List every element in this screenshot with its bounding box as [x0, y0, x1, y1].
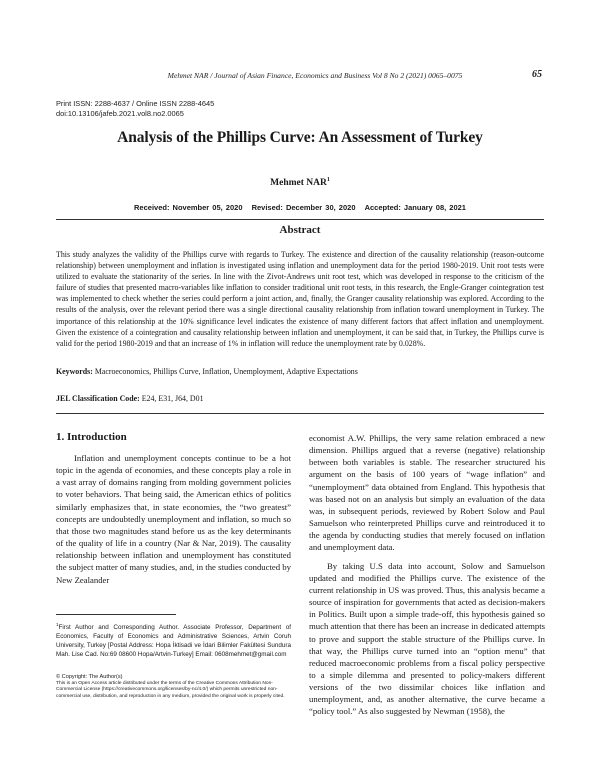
revised-date: Revised: December 30, 2020 [251, 203, 356, 212]
copyright-text: This is an Open Access article distributed under the terms of the Creative Commons Attribution Non-Commercial License (https://creativecommons.org/licenses/by-nc/4.0/) which permits unrestricted non-commercial use, distribution, and reproduction in any medium, provided the original work is properly cited. [56, 680, 285, 699]
paper-title: Analysis of the Phillips Curve: An Assessment of Turkey [117, 129, 483, 146]
author-line [40, 177, 560, 188]
doi-line[interactable]: doi:10.13106/jafeb.2021.vol8.no2.0065 [56, 109, 184, 118]
jel-label: JEL Classification Code: [56, 394, 140, 403]
abstract-heading: Abstract [279, 224, 321, 236]
footnote-text: First Author and Corresponding Author. Associate Professor, Department of Economics, Faculty of Economics and Administrative Sciences, Artvin Coruh University, Turkey [Postal Address: Hopa İktisadi ve İdari Bilimler Fakültesi Sundura Mah. Lise Cad. No:69 08600 Hopa/Artvin-Turkey] Email: 0608mehmet@gmail.com [56, 624, 291, 659]
author-name: Mehmet NAR [270, 178, 327, 189]
accepted-date: Accepted: January 08, 2021 [364, 203, 466, 212]
issn-line: Print ISSN: 2288-4637 / Online ISSN 2288-4645 [56, 99, 215, 108]
right-column [309, 432, 545, 718]
intro-paragraph: economist A.W. Phillips, the very same relation embraced a new dimension. Phillips argued that a reverse (negative) relationship between both variables is stable. The researcher structured his argument on the basis of 100 years of “wage inflation” and “unemployment” data obtained from England. This hypothesis that was based not on an analysis but simply an evaluation of the data was, in subsequent periods, reviewed by Robert Solow and Paul Samuelson who reinterpreted Phillips curve and reintroduced it to the agenda by conducting studies that merely focused on inflation and unemployment data. [309, 433, 545, 553]
top-divider [56, 219, 544, 220]
running-head: Mehmet NAR / Journal of Asian Finance, Economics and Business Vol 8 No 2 (2021) 0065–0075 [167, 71, 463, 80]
intro-paragraph: Inflation and unemployment concepts continue to be a hot topic in the agenda of economies, and these concepts play a role in a vast array of domains ranging from molding government policies to voter behaviors. That being said, the American ethics of politics similarly emphasizes that, in state economies, the “two greatest” concepts are undoubtedly unemployment and inflation, so much so that those two magnitudes stand before us as the key determinants of the quality of life in a country (Nar & Nar, 2019). The causality relationship between inflation and unemployment has constituted the subject matter of many studies, and, in the studies conducted by New Zealander [56, 453, 291, 585]
left-column [56, 431, 291, 586]
author-footnote [56, 620, 291, 659]
keywords-text: Macroeconomics, Phillips Curve, Inflation, Unemployment, Adaptive Expectations [94, 367, 358, 376]
copyright-notice [56, 674, 291, 700]
copyright-head: © Copyright: The Author(s) [56, 674, 123, 680]
submission-dates [40, 203, 560, 212]
keywords-label: Keywords: [56, 367, 93, 376]
received-date: Received: November 05, 2020 [134, 203, 243, 212]
jel-text: E24, E31, J64, D01 [141, 394, 204, 403]
abstract-divider [56, 413, 544, 414]
jel-codes [56, 394, 544, 403]
section-heading: 1. Introduction [56, 431, 127, 443]
abstract-text: This study analyzes the validity of the Phillips curve with regards to Turkey. The existence and direction of the causality relationship (reason-outcome relationship) between unemployment and inflation is investigated using inflation and unemployment data for the period 1980-2019. Unit root tests were utilized to evaluate the stationarity of the series. In line with the Zivot-Andrews unit root test, which was developed in response to the criticism of the failure of studies that presented macro-variables like inflation to consider traditional unit root tests, in this research, the Engle-Granger cointegration test was implemented to check whether the series could perform a joint action, and, finally, the Granger causality relationship was explored. According to the results of the analysis, over the relevant period there was a single directional causality relationship from inflation toward unemployment in Turkey. The importance of this relationship at the 10% significance level indicates the existence of many different factors that affect inflation and unemployment. Given the existence of a cointegration and causality relationship between inflation and unemployment, it can be said that, in Turkey, the Phillips curve is valid for the period 1980-2019 and that an increase of 1% in inflation will reduce the unemployment rate by 0.028%. [56, 250, 544, 348]
footnote-divider [56, 614, 176, 615]
footnote-marker: 1 [56, 622, 59, 627]
keywords [56, 367, 544, 376]
issn-block [56, 99, 214, 119]
author-marker: 1 [326, 177, 330, 183]
page-number: 65 [532, 69, 542, 80]
intro-paragraph: By taking U.S data into account, Solow and Samuelson updated and modified the Phillips curve. The existence of the current relationship in US was proved. Thus, this analysis became a source of inspiration for governments that acted as decision-makers in Politics. Built upon a simple trade-off, this hypothesis gained so much attention that there has been an increase in dedicated attempts to prove and support the stable structure of the Phillips curve. In that way, the Phillips curve turned into an “option menu” that reduced macroeconomic problems from a fiscal policy perspective to a simple dilemma and presented to policy-makers different versions of the two dissimilar choices like inflation and unemployment, and, as another alternative, the curve became a “policy tool.” As also suggested by Newman (1958), the [309, 560, 545, 717]
